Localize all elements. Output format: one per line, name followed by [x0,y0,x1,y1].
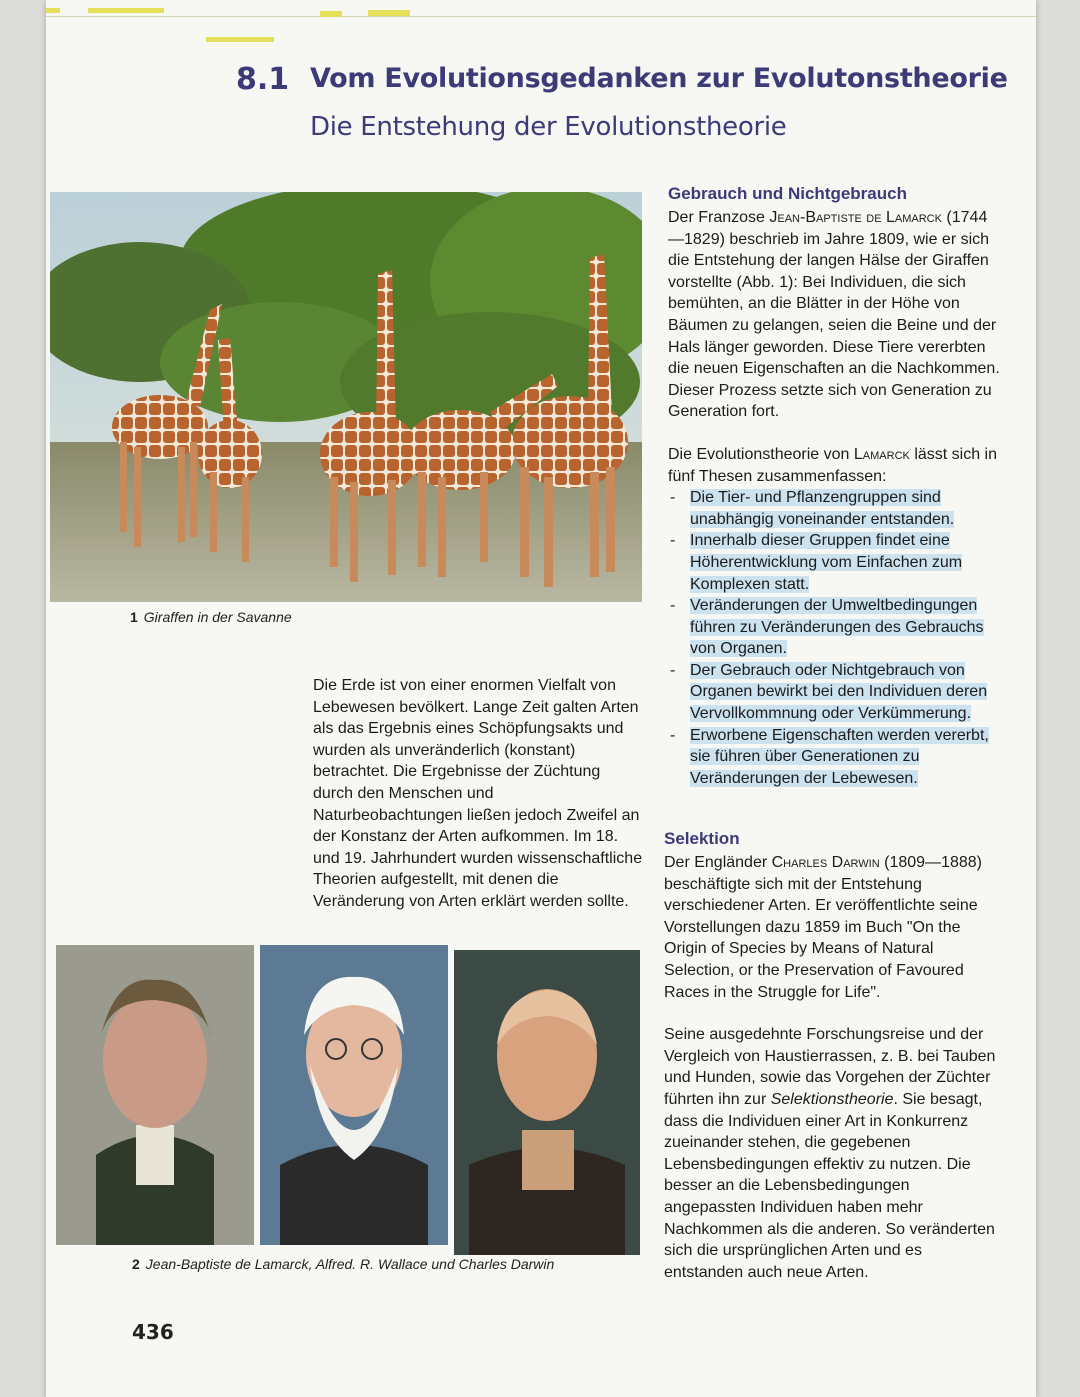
darwin-section [664,852,999,1283]
darwin-name: Charles Darwin [771,854,880,871]
lamarck-p1-text: Der Franzose [668,209,765,226]
thesis-text: Die Tier- und Pflanzengruppen sind unabhängig voneinander entstanden. [690,489,955,528]
thesis-item [668,595,1003,660]
portrait-wallace [260,945,448,1245]
selection-theory-term: Selektionstheorie [770,1090,894,1108]
lamarck-p2-rest: lässt sich in fünf Thesen zusammenfassen: [668,445,998,485]
figure-2-number: 2 [132,1256,140,1272]
darwin-paragraph-1 [664,852,999,1003]
lamarck-section [668,207,1003,789]
decor-bar [46,8,60,13]
page-number: 436 [132,1320,174,1344]
giraffe-photo [50,192,642,602]
portrait-darwin [454,950,640,1255]
thesis-item [668,487,1003,530]
lamarck-paragraph-1 [668,207,1003,423]
thesis-text: Innerhalb dieser Gruppen findet eine Höherentwicklung vom Einfachen zum Komplexen statt. [690,532,963,593]
darwin-p1-text: Der Engländer [664,854,768,871]
lamarck-name: Jean-Baptiste de Lamarck [769,209,942,226]
darwin-heading: Selektion [664,829,740,848]
thesis-text: Erworbene Eigenschaften werden vererbt, sie führen über Generationen zu Veränderungen der Lebewesen. [690,726,989,787]
figure-2-caption-text: Jean-Baptiste de Lamarck, Alfred. R. Wallace und Charles Darwin [145,1256,555,1272]
lamarck-paragraph-2 [668,444,1003,487]
lamarck-name-2: Lamarck [853,445,910,463]
thesis-item [668,660,1003,725]
decor-bar [88,8,164,13]
darwin-p2-rest: . Sie besagt, dass die Individuen einer Art in Konkurrenz zueinander stehen, die gegebenen Lebensbedingungen effektiv zu nutzen. Die besser an die Lebensbedingungen angepassten Individuen haben mehr Nachkommen als die anderen. So veränderten sich die ursprünglichen Arten und es entstanden auch neue Arten. [664,1090,995,1281]
portrait-lamarck [56,945,254,1245]
decor-bar [206,37,274,42]
textbook-page [46,0,1036,1397]
lamarck-heading: Gebrauch und Nichtgebrauch [668,184,907,203]
darwin-p1-rest: (1809—1888) beschäftigte sich mit der Entstehung verschiedener Arten. Er veröffentlichte seine Vorstellungen dazu 1859 im Buch "On the Origin of Species by Means of Natural Selection, or the Preservation of Favoured Races in the Struggle for Life". [664,854,982,1001]
section-number: 8.1 [236,62,290,97]
darwin-p2-text: Seine ausgedehnte Forschungsreise und der Vergleich von Haustierrassen, z. B. bei Tauben und Hunden, sowie das Vorgehen der Züchter führten ihn zur [664,1026,996,1108]
darwin-paragraph-2 [664,1024,999,1283]
section-title: Vom Evolutionsgedanken zur Evolutonstheorie [310,63,1008,94]
section-subtitle: Die Entstehung der Evolutionstheorie [310,112,787,142]
figure-1-caption-text: Giraffen in der Savanne [143,609,292,625]
figure-1-caption [130,609,292,625]
thesis-item [668,725,1003,790]
intro-paragraph: Die Erde ist von einer enormen Vielfalt von Lebewesen bevölkert. Lange Zeit galten Arten als das Ergebnis eines Schöpfungsakts und wurden als unveränderlich (konstant) betrachtet. Die Ergebnisse der Züchtung durch den Menschen und Naturbeobachtungen ließen jedoch Zweifel an der Konstanz der Arten aufkommen. Im 18. und 19. Jahrhundert wurden wissenschaftliche Theorien aufgestellt, mit denen die Veränderung von Arten erklärt werden sollte. [313,677,643,910]
lamarck-p1-rest: (1744—1829) beschrieb im Jahre 1809, wie er sich die Entstehung der langen Hälse der Giraffen vorstellte (Abb. 1): Bei Individuen, die sich bemühten, an die Blätter in der Höhe von Bäumen zu gelangen, seien die Beine und der Hals länger geworden. Diese Tiere vererbten die neuen Eigenschaften an die Nachkommen. Dieser Prozess setzte sich von Generation zu Generation fort. [668,209,1000,421]
decor-bar [368,10,410,16]
thesis-item [668,530,1003,595]
top-rule [46,16,1036,17]
thesis-text: Der Gebrauch oder Nichtgebrauch von Organen bewirkt bei den Individuen deren Vervollkommnung oder Verkümmerung. [690,661,988,723]
lamarck-p2-text: Die Evolutionstheorie von [668,445,850,463]
theses-list [668,487,1003,789]
decor-bar [320,11,342,17]
figure-1-number: 1 [130,609,138,625]
figure-2-caption [132,1256,554,1272]
thesis-text: Veränderungen der Umweltbedingungen führen zu Veränderungen des Gebrauchs von Organen. [690,597,984,658]
